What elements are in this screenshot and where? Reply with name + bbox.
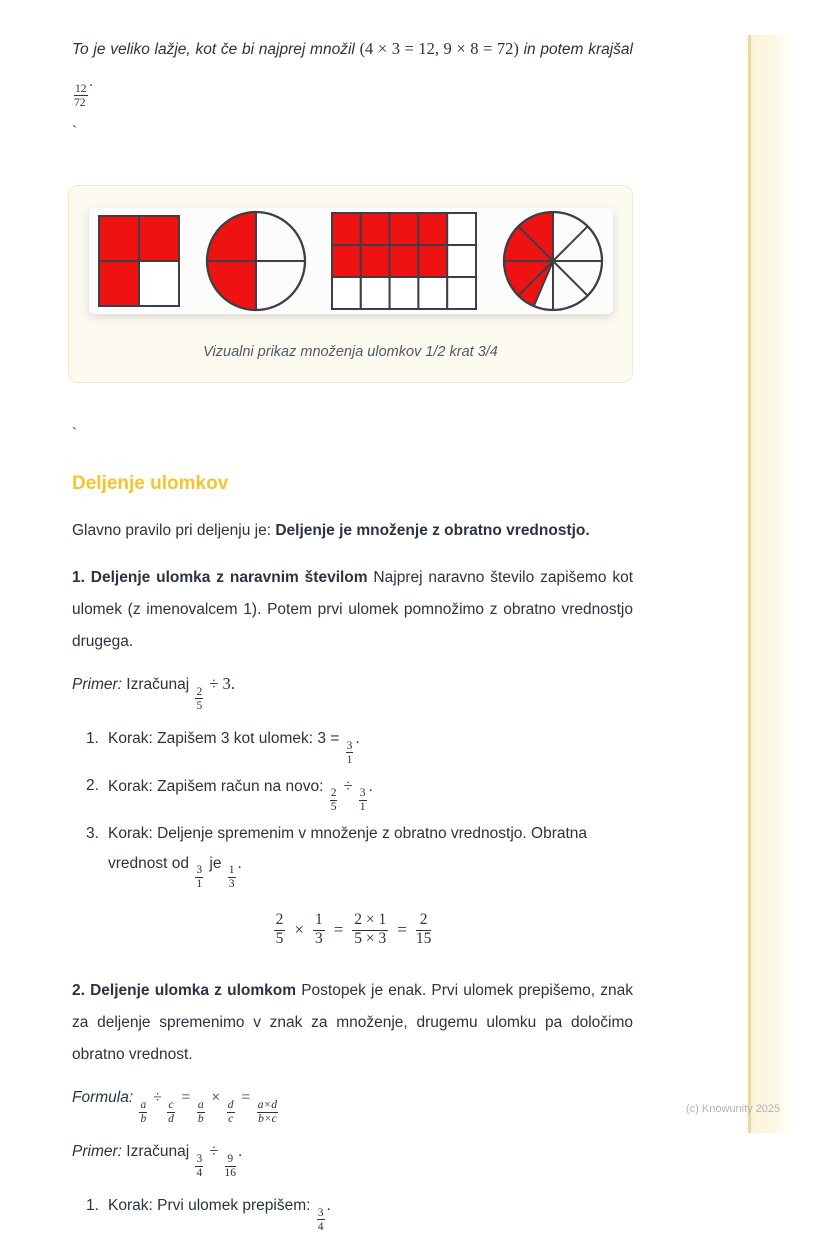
- fraction-2-5: $\frac{2}{5}$: [275, 911, 284, 948]
- intro-paragraph: [72, 33, 633, 109]
- example-2-text: Izračunaj: [121, 1143, 194, 1161]
- equals-sign: =: [397, 919, 407, 939]
- fraction-3-1: $\frac{3}{1}$: [359, 787, 366, 814]
- fraction-2-5: $\frac{2}{5}$: [330, 787, 337, 814]
- steps-list-1: [72, 724, 633, 891]
- document-content: [72, 0, 633, 1238]
- rule-paragraph: [72, 515, 633, 547]
- fraction-1-3: $\frac{1}{3}$: [314, 911, 323, 948]
- paragraph-2-lead: 2. Deljenje ulomka z ulomkom: [72, 982, 297, 1000]
- example-1-operation: ÷ 3.: [205, 673, 235, 693]
- example-label: Primer:: [72, 675, 122, 693]
- fraction-3-4: $\frac{3}{4}$: [196, 1153, 203, 1180]
- circle-quarters-figure: [205, 210, 307, 312]
- equals-sign: =: [236, 1089, 255, 1107]
- steps-list-2: [72, 1191, 633, 1233]
- example-label: Primer:: [72, 1143, 122, 1161]
- fraction-12-72: $\frac{12}{72}$: [74, 82, 87, 109]
- step-text: Korak: Deljenje spremenim v množenje z obratno vrednostjo. Obratna vrednost od $\frac{3}{1}$ je $\frac{1}{3}$ .: [108, 824, 588, 891]
- square-fraction-figure: [98, 215, 180, 307]
- step-number: 3.: [86, 824, 99, 842]
- paragraph-1-text: Najprej naravno število zapišemo kot ulomek (z imenovalcem 1). Potem prvi ulomek pomnožimo z obratno vrednostjo drugega.: [72, 568, 633, 650]
- step-number: 2.: [86, 776, 99, 794]
- step-text: Korak: Prvi ulomek prepišem: $\frac{3}{4}$ .: [108, 1197, 331, 1233]
- fraction-3-1: $\frac{3}{1}$: [346, 739, 353, 766]
- fraction-a-b: $\frac{a}{b}$: [197, 1099, 204, 1126]
- example-1-text: Izračunaj: [121, 675, 194, 693]
- step-text: Korak: Zapišem 3 kot ulomek: 3 = $\frac{3}{1}$ .: [108, 729, 360, 766]
- division-by-fraction-paragraph: [72, 975, 633, 1071]
- figure-card: [68, 185, 633, 383]
- example-2-period: .: [238, 1143, 243, 1161]
- fraction-2-15: $\frac{2}{15}$: [415, 911, 432, 948]
- step-number: 1.: [86, 1197, 99, 1215]
- intro-text-2: in potem krajšal: [518, 41, 633, 58]
- divide-sign: ÷: [205, 1141, 223, 1161]
- step-number: 1.: [86, 729, 99, 747]
- stray-backtick-2: `: [72, 424, 77, 442]
- list-item: [72, 724, 633, 766]
- figure-caption: Vizualni prikaz množenja ulomkov 1/2 krat 3/4: [203, 343, 498, 360]
- fraction-d-c: $\frac{d}{c}$: [227, 1099, 234, 1126]
- copyright-watermark: (c) Knowunity 2025: [686, 1103, 781, 1115]
- fraction-figures-image: [89, 208, 613, 314]
- page-edge-band: [748, 35, 791, 1133]
- division-by-natural-number-paragraph: [72, 562, 633, 658]
- formula-line: [72, 1083, 633, 1125]
- example-2-line: [72, 1135, 633, 1179]
- stray-backtick-1: `: [72, 122, 77, 140]
- step-text: Korak: Zapišem račun na novo: $\frac{2}{5}$ ÷ $\frac{3}{1}$ .: [108, 775, 373, 814]
- list-item: [72, 819, 633, 891]
- worked-equation: [72, 912, 633, 947]
- intro-text-3: .: [89, 73, 94, 90]
- equals-sign: =: [333, 919, 344, 939]
- times-sign: ×: [206, 1089, 225, 1107]
- fraction-9-16: $\frac{9}{16}$: [224, 1153, 237, 1180]
- fraction-c-d: $\frac{c}{d}$: [168, 1099, 174, 1126]
- list-item: [72, 771, 633, 814]
- paragraph-1-lead: 1. Deljenje ulomka z naravnim številom: [72, 568, 368, 586]
- fraction-3-1: $\frac{3}{1}$: [196, 864, 203, 891]
- fraction-ad-bc: $\frac{a\times d}{b\times c}$: [257, 1099, 278, 1126]
- formula-label: Formula:: [72, 1089, 138, 1107]
- rule-bold-text: Deljenje je množenje z obratno vrednostjo.: [275, 521, 590, 539]
- fraction-3-4: $\frac{3}{4}$: [317, 1206, 324, 1233]
- times-sign: ×: [294, 919, 304, 939]
- intro-inline-math: (4 × 3 = 12, 9 × 8 = 72): [359, 39, 519, 58]
- circle-eighths-figure: [502, 210, 604, 312]
- intro-text-1: To je veliko lažje, kot če bi najprej množil: [72, 41, 360, 58]
- divide-sign: ÷: [149, 1089, 166, 1107]
- example-1-line: [72, 668, 633, 712]
- fraction-2-5: $\frac{2}{5}$: [196, 685, 203, 712]
- rule-text: Glavno pravilo pri deljenju je:: [72, 521, 276, 539]
- list-item: [72, 1191, 633, 1233]
- equals-sign: =: [176, 1089, 195, 1107]
- section-heading: Deljenje ulomkov: [72, 472, 229, 494]
- paragraph-2-text: Postopek je enak. Prvi ulomek prepišemo, znak za deljenje spremenimo v znak za množenje, drugemu ulomku pa določimo obratno vrednost.: [72, 982, 633, 1064]
- fraction-a-b: $\frac{a}{b}$: [140, 1099, 147, 1126]
- fraction-product: $\frac{2 \times 1}{5 \times 3}$: [354, 911, 387, 948]
- fraction-1-3: $\frac{1}{3}$: [228, 864, 235, 891]
- grid-fraction-figure: [331, 212, 477, 310]
